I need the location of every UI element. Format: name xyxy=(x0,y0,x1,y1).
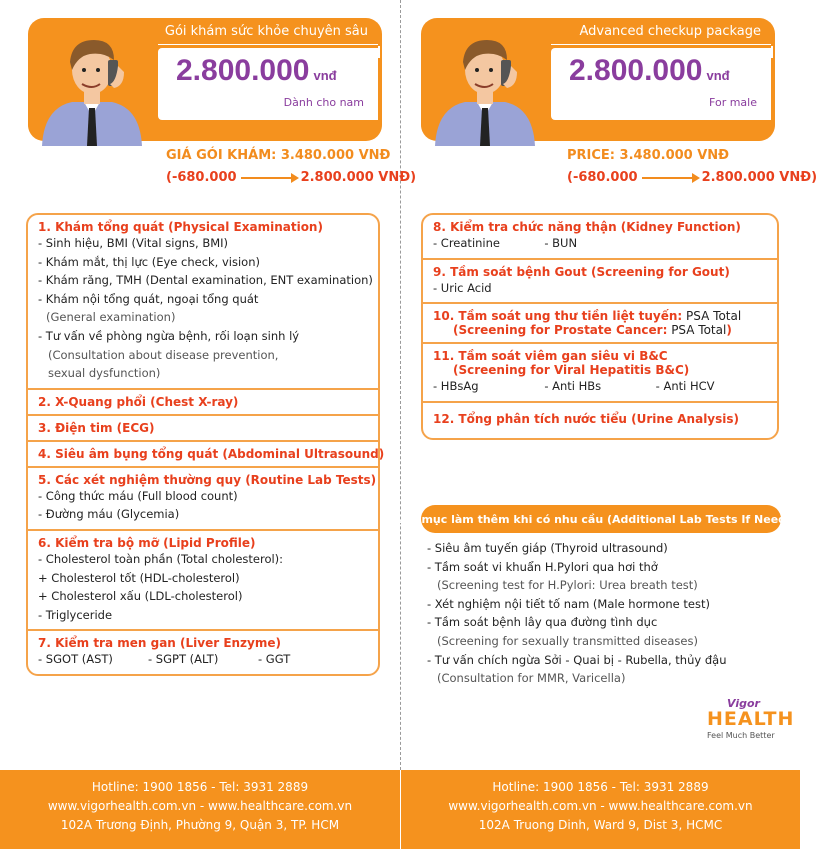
list-item: (Screening test for H.Pylori: Urea breath test) xyxy=(437,578,698,593)
arrow-right-icon xyxy=(241,177,297,179)
item-title: 2. X-Quang phổi (Chest X-ray) xyxy=(38,394,239,409)
item-columns xyxy=(38,650,368,669)
right-panel-english xyxy=(395,0,817,849)
exam-item xyxy=(28,468,378,531)
list-item: - Tư vấn chích ngừa Sởi - Quai bị - Rubella, thủy đậu xyxy=(427,652,727,667)
hotline-text: Hotline: 1900 1856 - Tel: 3931 2889 xyxy=(91,780,309,794)
item-title: 10. Tầm soát ung thư tiền liệt tuyến: PSA Total xyxy=(433,309,742,324)
contact-footer xyxy=(401,770,800,849)
man-on-phone-illustration xyxy=(32,26,152,146)
website-text: www.vigorhealth.com.vn - www.healthcare.com.vn xyxy=(47,799,353,813)
exam-item xyxy=(28,531,378,631)
item-line: - Tư vấn về phòng ngừa bệnh, rối loạn sinh lý xyxy=(38,328,300,343)
exam-item xyxy=(423,215,777,260)
item-line: (General examination) xyxy=(46,310,176,325)
item-title: 9. Tầm soát bệnh Gout (Screening for Gout) xyxy=(433,264,730,279)
discount-line: (-680.000 2.800.000 VNĐ) xyxy=(166,170,417,185)
additional-tests-list xyxy=(427,539,726,688)
item-line: sexual dysfunction) xyxy=(48,366,161,381)
item-title: 4. Siêu âm bụng tổng quát (Abdominal Ultrasound) xyxy=(38,446,385,461)
exam-items-card xyxy=(421,213,779,440)
package-target: Dành cho nam xyxy=(283,96,364,109)
item-line: - Đường máu (Glycemia) xyxy=(38,507,180,522)
item-columns xyxy=(433,377,767,396)
exam-items-card xyxy=(26,213,385,676)
exam-item xyxy=(28,442,385,468)
package-title: Gói khám sức khỏe chuyên sâu xyxy=(164,24,368,39)
package-price: 2.800.000 vnđ xyxy=(569,54,730,87)
item-title: 8. Kiểm tra chức năng thận (Kidney Function) xyxy=(433,220,741,234)
exam-item xyxy=(423,304,777,344)
item-title: 1. Khám tổng quát (Physical Examination) xyxy=(38,220,323,234)
title-underline xyxy=(158,44,378,45)
list-item: - Tầm soát vi khuẩn H.Pylori qua hơi thở xyxy=(427,559,658,574)
item-title: 7. Kiểm tra men gan (Liver Enzyme) xyxy=(38,636,281,651)
discount-line: (-680.000 2.800.000 VNĐ) xyxy=(567,170,817,185)
price-box xyxy=(158,24,378,120)
item-col: - SGPT (ALT) xyxy=(148,652,219,667)
item-col: - SGOT (AST) xyxy=(38,652,113,667)
exam-item xyxy=(28,416,378,442)
item-col: - BUN xyxy=(544,236,578,250)
list-item: - Tầm soát bệnh lây qua đường tình dục xyxy=(427,615,658,630)
contact-footer xyxy=(0,770,400,849)
exam-item xyxy=(28,215,378,390)
item-title: 6. Kiểm tra bộ mỡ (Lipid Profile) xyxy=(38,535,256,550)
item-line: + Cholesterol tốt (HDL-cholesterol) xyxy=(38,570,240,585)
title-tick xyxy=(378,46,380,58)
item-line: - Cholesterol toàn phần (Total cholesterol): xyxy=(38,551,284,566)
item-line: - Uric Acid xyxy=(433,280,492,295)
package-header xyxy=(421,18,775,141)
item-line: - Sinh hiệu, BMI (Vital signs, BMI) xyxy=(38,236,229,250)
package-title: Advanced checkup package xyxy=(579,24,761,39)
item-col: - Anti HCV xyxy=(655,379,715,394)
address-text: 102A Truong Dinh, Ward 9, Dist 3, HCMC xyxy=(478,818,723,832)
address-text: 102A Trương Định, Phường 9, Quận 3, TP. HCM xyxy=(60,818,340,832)
exam-item xyxy=(423,260,777,305)
item-line: - Khám răng, TMH (Dental examination, ENT examination) xyxy=(38,273,373,288)
exam-item xyxy=(28,631,378,674)
item-line: - Khám mắt, thị lực (Eye check, vision) xyxy=(38,254,260,269)
exam-item xyxy=(423,403,777,438)
exam-item xyxy=(423,344,777,403)
item-subtitle: (Screening for Prostate Cancer: PSA Total) xyxy=(453,323,732,338)
list-item: - Xét nghiệm nội tiết tố nam (Male hormone test) xyxy=(427,596,710,611)
item-title: 12. Tổng phân tích nước tiểu (Urine Analysis) xyxy=(433,411,740,426)
package-price: 2.800.000 vnđ xyxy=(176,54,337,87)
item-title: 3. Điện tim (ECG) xyxy=(38,420,155,435)
item-col: - Creatinine xyxy=(433,236,500,250)
arrow-right-icon xyxy=(642,177,698,179)
item-title: 5. Các xét nghiệm thường quy (Routine Lab Tests) xyxy=(38,472,377,487)
hotline-text: Hotline: 1900 1856 - Tel: 3931 2889 xyxy=(492,780,709,794)
exam-item xyxy=(28,390,378,416)
package-target: For male xyxy=(709,96,757,109)
original-price: GIÁ GÓI KHÁM: 3.480.000 VNĐ xyxy=(166,148,391,163)
item-line: (Consultation about disease prevention, xyxy=(48,347,279,362)
item-title: 11. Tầm soát viêm gan siêu vi B&C xyxy=(433,349,668,364)
title-underline xyxy=(551,44,771,45)
item-line: - Triglyceride xyxy=(38,607,113,622)
item-col: - GGT xyxy=(258,652,291,667)
item-col: - HBsAg xyxy=(433,379,479,394)
original-price: PRICE: 3.480.000 VNĐ xyxy=(567,148,730,163)
item-line: - Công thức máu (Full blood count) xyxy=(38,488,238,503)
title-tick xyxy=(771,46,773,58)
item-subtitle: (Screening for Viral Hepatitis B&C) xyxy=(453,363,690,378)
list-item: (Consultation for MMR, Varicella) xyxy=(437,671,626,686)
item-columns xyxy=(433,234,767,253)
vigor-health-logo: Vigor HEALTH Feel Much Better xyxy=(707,697,795,740)
man-on-phone-illustration xyxy=(425,26,545,146)
item-line: - Khám nội tổng quát, ngoại tổng quát xyxy=(38,291,259,306)
package-header xyxy=(28,18,382,141)
item-line: + Cholesterol xấu (LDL-cholesterol) xyxy=(38,589,243,604)
website-text: www.vigorhealth.com.vn - www.healthcare.com.vn xyxy=(448,799,753,813)
list-item: - Siêu âm tuyến giáp (Thyroid ultrasound) xyxy=(427,541,668,555)
item-col: - Anti HBs xyxy=(544,379,602,394)
list-item: (Screening for sexually transmitted diseases) xyxy=(437,633,698,648)
price-box xyxy=(551,24,771,120)
additional-tests-header: Các mục làm thêm khi có nhu cầu (Additional Lab Tests If Needed) xyxy=(421,505,781,533)
